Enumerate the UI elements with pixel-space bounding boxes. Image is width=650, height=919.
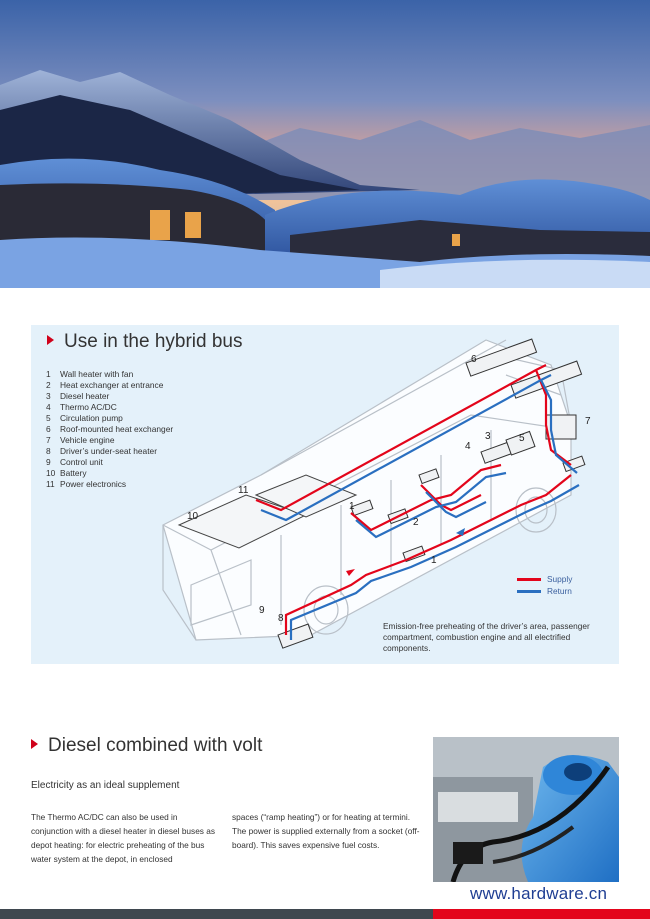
label-1: 1 [349,501,355,512]
item-label: Heat exchanger at entrance [60,380,164,390]
volt-body-col2 [232,810,422,852]
volt-body-col2-para1: spaces (“ramp heating”) or for heating at termini. [232,812,410,822]
footer-accent-bar [433,909,650,919]
legend-return-label: Return [547,586,572,596]
bus-diagram [151,335,611,655]
item-number: 11 [46,479,55,489]
item-number: 10 [46,468,56,478]
item-number: 1 [46,369,51,379]
item-label: Diesel heater [60,391,110,401]
return-line-swatch [517,590,541,593]
label-8: 8 [278,613,284,624]
volt-subtitle: Electricity as an ideal supplement [31,780,180,791]
website-url[interactable]: www.hardware.cn [470,884,608,903]
volt-body-col2-para2: The power is supplied externally from a socket (off-board). This saves expensive fuel costs. [232,826,420,850]
label-11: 11 [238,485,249,496]
volt-body-col1: The Thermo AC/DC can also be used in conjunction with a diesel heater in diesel buses as depot heating: for electric preheating of the bus water system at the depot, in enclosed [31,812,216,864]
legend-supply [517,573,572,585]
label-5: 5 [519,433,525,444]
item-label: Vehicle engine [60,435,115,445]
item-label: Roof-mounted heat exchanger [60,424,174,434]
label-9: 9 [259,605,265,616]
volt-title-text: Diesel combined with volt [48,735,263,756]
hybrid-bus-panel [31,325,619,664]
item-number: 4 [46,402,51,412]
flow-legend [517,573,572,597]
item-number: 5 [46,413,51,423]
supply-line-swatch [517,578,541,581]
volt-section-title [31,735,262,757]
diagram-caption: Emission-free preheating of the driver’s area, passenger compartment, combustion engine and all electrified components. [383,621,590,653]
item-label: Wall heater with fan [60,369,134,379]
red-triangle-icon [47,335,54,345]
item-label: Power electronics [60,479,127,489]
label-1: 1 [431,555,437,566]
item-label: Thermo AC/DC [60,402,117,412]
red-triangle-icon [31,739,38,749]
item-number: 9 [46,457,51,467]
item-label: Control unit [60,457,103,467]
hybrid-bus-title-text: Use in the hybrid bus [64,331,243,352]
label-10: 10 [187,511,199,522]
label-7: 7 [585,416,591,427]
item-label: Circulation pump [60,413,123,423]
label-3: 3 [485,431,491,442]
label-2: 2 [413,517,419,528]
item-number: 7 [46,435,51,445]
item-number: 6 [46,424,51,434]
hero-photo [0,0,650,288]
label-6: 6 [471,354,477,365]
legend-return [517,585,572,597]
label-4: 4 [465,441,471,452]
item-label: Driver’s under-seat heater [60,446,157,456]
item-label: Battery [60,468,87,478]
heater-photo [433,737,619,882]
item-number: 2 [46,380,51,390]
item-number: 3 [46,391,51,401]
item-number: 8 [46,446,51,456]
legend-supply-label: Supply [547,574,573,584]
